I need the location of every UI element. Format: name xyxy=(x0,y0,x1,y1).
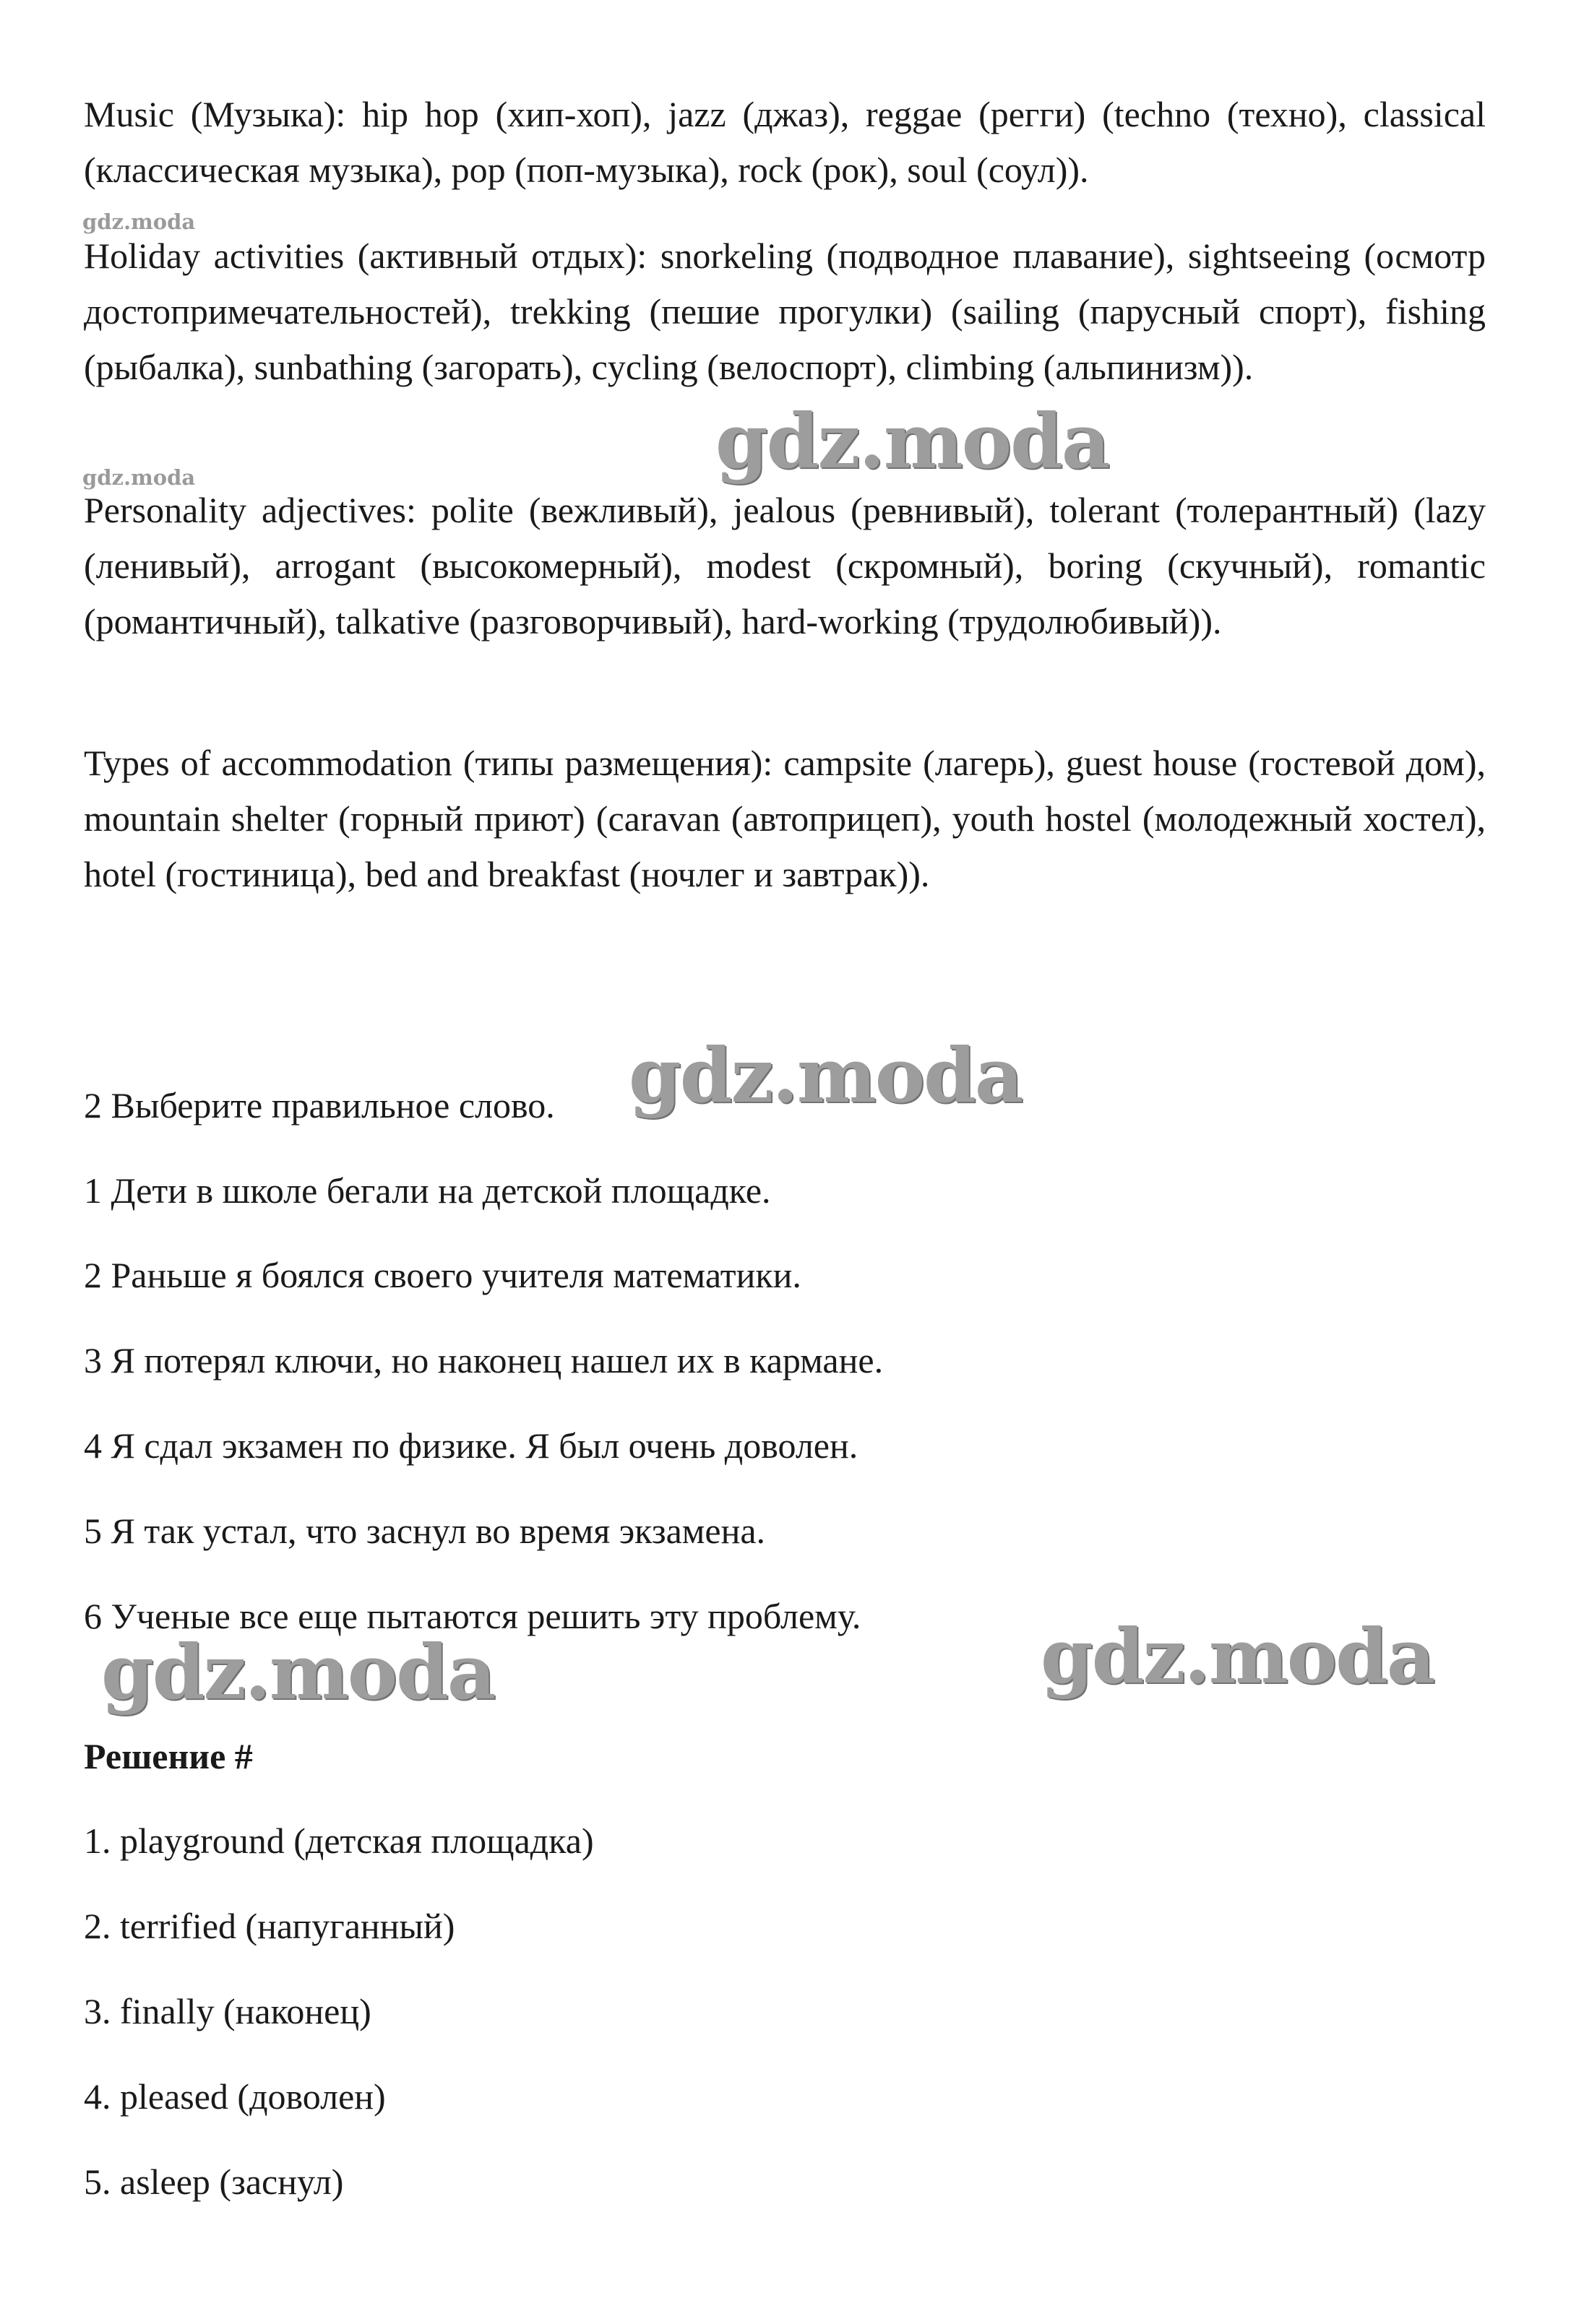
paragraph-holiday-activities: Holiday activities (активный отдых): snorkeling (подводное плавание), sightseeing (осмотр достопримечательностей), trekking (пешие прогулки) (sailing (парусный спорт), fishing (рыбалка), sunbathing (загорать), cycling (велоспорт), climbing (альпинизм)). xyxy=(84,236,1486,387)
task-item: 1 Дети в школе бегали на детской площадке. xyxy=(84,1170,771,1211)
task-item: 3 Я потерял ключи, но наконец нашел их в кармане. xyxy=(84,1340,884,1381)
watermark-logo: gdz.moda xyxy=(715,397,1109,485)
watermark-logo: gdz.moda xyxy=(629,1031,1023,1120)
task-item: 6 Ученые все еще пытаются решить эту проблему. xyxy=(84,1596,861,1636)
paragraph-personality-adjectives: Personality adjectives: polite (вежливый), jealous (ревнивый), tolerant (толерантный) (lazy (ленивый), arrogant (высокомерный), modest (скромный), boring (скучный), romantic (романтичный), talkative (разговорчивый), hard-working (трудолюбивый)). xyxy=(84,490,1486,642)
task-item: 4 Я сдал экзамен по физике. Я был очень доволен. xyxy=(84,1425,858,1466)
task-item: 5 Я так устал, что заснул во время экзамена. xyxy=(84,1511,766,1551)
watermark-logo: gdz.moda xyxy=(101,1628,495,1716)
watermark-logo: gdz.moda xyxy=(1041,1612,1434,1701)
task-heading: 2 Выберите правильное слово. xyxy=(84,1085,555,1126)
watermark-small: gdz.moda xyxy=(82,465,196,490)
paragraph-accommodation: Types of accommodation (типы размещения): campsite (лагерь), guest house (гостевой дом), mountain shelter (горный приют) (caravan (автоприцеп), youth hostel (молодежный хостел), hotel (гостиница), bed and breakfast (ночлег и завтрак)). xyxy=(84,743,1486,894)
solution-heading: Решение # xyxy=(84,1736,253,1776)
answer-item: 5. asleep (заснул) xyxy=(84,2161,344,2202)
watermark-small: gdz.moda xyxy=(82,209,196,234)
answer-item: 3. finally (наконец) xyxy=(84,1991,371,2031)
task-item: 2 Раньше я боялся своего учителя математики. xyxy=(84,1255,801,1295)
answer-item: 4. pleased (доволен) xyxy=(84,2076,386,2117)
answer-item: 2. terrified (напуганный) xyxy=(84,1906,455,1946)
answer-item: 1. playground (детская площадка) xyxy=(84,1820,594,1861)
paragraph-music: Music (Музыка): hip hop (хип-хоп), jazz (джаз), reggae (регги) (techno (техно), classical (классическая музыка), pop (поп-музыка), rock (рок), soul (соул)). xyxy=(84,94,1486,190)
